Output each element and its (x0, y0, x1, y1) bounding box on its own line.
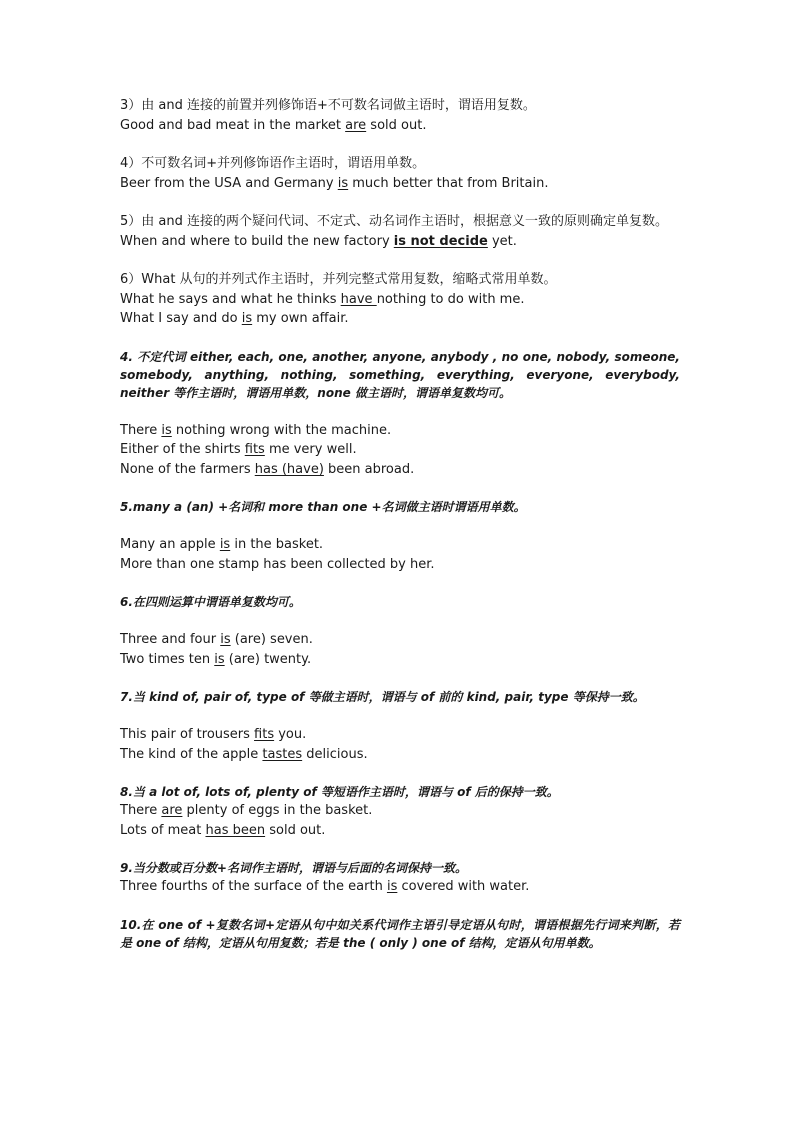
underlined-verb: has been (205, 822, 266, 838)
example-text: Beer from the USA and Germany (120, 175, 338, 191)
rule-heading: 10.在 one of +复数名词+定语从句中如关系代词作主语引导定语从句时，谓语根据先行词来判断，若是 one of 结构，定语从句用复数；若是 the ( only ) one of 结构，定语从句用单数。 (120, 917, 680, 950)
example-text: nothing wrong with the machine. (171, 422, 392, 438)
example-text: Many an apple (120, 537, 220, 552)
document-page (120, 96, 680, 952)
example-text: When and where to build the new factory (120, 233, 394, 249)
example-sentence (120, 421, 680, 441)
rule-heading: 4）不可数名词+并列修饰语作主语时，谓语用单数。 (120, 156, 426, 171)
rule-heading: 3）由 and 连接的前置并列修饰语+不可数名词做主语时，谓语用复数。 (120, 98, 536, 113)
example-sentence (120, 650, 680, 670)
example-text: What I say and do (120, 311, 242, 326)
rule-heading: 9.当分数或百分数+名词作主语时，谓语与后面的名词保持一致。 (120, 861, 467, 875)
example-sentence (120, 116, 680, 136)
rule-heading: 8.当 a lot of, lots of, plenty of 等短语作主语时，谓语与 of 后的保持一致。 (120, 785, 559, 799)
example-text: been abroad. (323, 461, 415, 477)
example-sentence (120, 440, 680, 460)
example-sentence (120, 460, 680, 480)
example-sentence (120, 801, 680, 821)
rule-heading: 5.many a (an) +名词和 more than one +名词做主语时谓语用单数。 (120, 500, 526, 514)
example-text: What he says and what he thinks (120, 291, 341, 307)
example-text: Two times ten (120, 651, 215, 667)
example-sentence (120, 290, 680, 310)
example-text: Three and four (120, 632, 221, 647)
underlined-verb: is (161, 422, 172, 438)
underlined-verb: is not decide (393, 233, 488, 249)
example-sentence: More than one stamp has been collected by her. (120, 556, 435, 572)
example-text: me very well. (264, 442, 357, 457)
example-text: (are) seven. (230, 632, 313, 647)
example-text: you. (274, 727, 307, 742)
rule-heading: 4. 不定代词 either, each, one, another, anyone, anybody , no one, nobody, someone, somebody, anything, nothing, something, everything, everyone, everybody, neither 等作主语时，谓语用单数，none 做主语时，谓语单复数均可。 (120, 349, 680, 400)
rule-heading: 6）What 从句的并列式作主语时，并列完整式常用复数，缩略式常用单数。 (120, 272, 557, 287)
underlined-verb: is (214, 651, 225, 667)
rule-heading: 6.在四则运算中谓语单复数均可。 (120, 595, 301, 609)
example-text: This pair of trousers (120, 727, 255, 742)
underlined-verb: is (337, 175, 349, 191)
example-text: sold out. (265, 822, 326, 838)
section-5 (120, 212, 680, 251)
underlined-verb: is (386, 879, 398, 894)
rule-4 (120, 348, 680, 480)
example-text: my own affair. (252, 311, 349, 326)
example-sentence (120, 630, 680, 650)
underlined-verb: have (340, 291, 377, 307)
rule-heading: 7.当 kind of, pair of, type of 等做主语时，谓语与 of 前的 kind, pair, type 等保持一致。 (120, 690, 645, 704)
example-sentence (120, 535, 680, 555)
example-text: Either of the shirts (120, 442, 245, 457)
example-sentence (120, 877, 680, 897)
example-text: delicious. (302, 746, 368, 762)
example-sentence (120, 745, 680, 765)
example-text: None of the farmers (120, 461, 255, 477)
example-sentence (120, 821, 680, 841)
underlined-verb: has (have) (254, 461, 324, 477)
underlined-verb: fits (254, 727, 275, 742)
section-3 (120, 96, 680, 135)
rule-7 (120, 688, 680, 764)
underlined-verb: is (219, 537, 231, 552)
rule-5 (120, 498, 680, 574)
example-sentence (120, 232, 680, 252)
rule-9 (120, 859, 680, 897)
rule-heading: 5）由 and 连接的两个疑问代词、不定式、动名词作主语时，根据意义一致的原则确定单复数。 (120, 214, 668, 229)
example-text: sold out. (366, 117, 427, 133)
rule-8 (120, 783, 680, 840)
rule-6 (120, 593, 680, 669)
example-text: Good and bad meat in the market (120, 117, 346, 133)
example-sentence (120, 725, 680, 745)
underlined-verb: fits (244, 442, 265, 457)
example-text: There (120, 803, 162, 818)
underlined-verb: is (220, 632, 231, 647)
underlined-verb: are (345, 117, 367, 133)
example-sentence (120, 174, 680, 194)
example-text: yet. (487, 233, 517, 249)
example-text: Three fourths of the surface of the earth (120, 879, 387, 894)
example-text: much better that from Britain. (348, 175, 549, 191)
example-sentence (120, 309, 680, 329)
section-4 (120, 154, 680, 193)
section-6 (120, 270, 680, 329)
underlined-verb: are (161, 803, 183, 818)
rule-10 (120, 916, 680, 952)
example-text: plenty of eggs in the basket. (182, 803, 373, 818)
underlined-verb: tastes (262, 746, 303, 762)
example-text: There (120, 422, 162, 438)
underlined-verb: is (241, 311, 253, 326)
example-text: (are) twenty. (224, 651, 312, 667)
example-text: in the basket. (230, 537, 324, 552)
example-text: Lots of meat (120, 822, 206, 838)
example-text: nothing to do with me. (376, 291, 525, 307)
example-text: The kind of the apple (120, 746, 263, 762)
example-text: covered with water. (397, 879, 530, 894)
